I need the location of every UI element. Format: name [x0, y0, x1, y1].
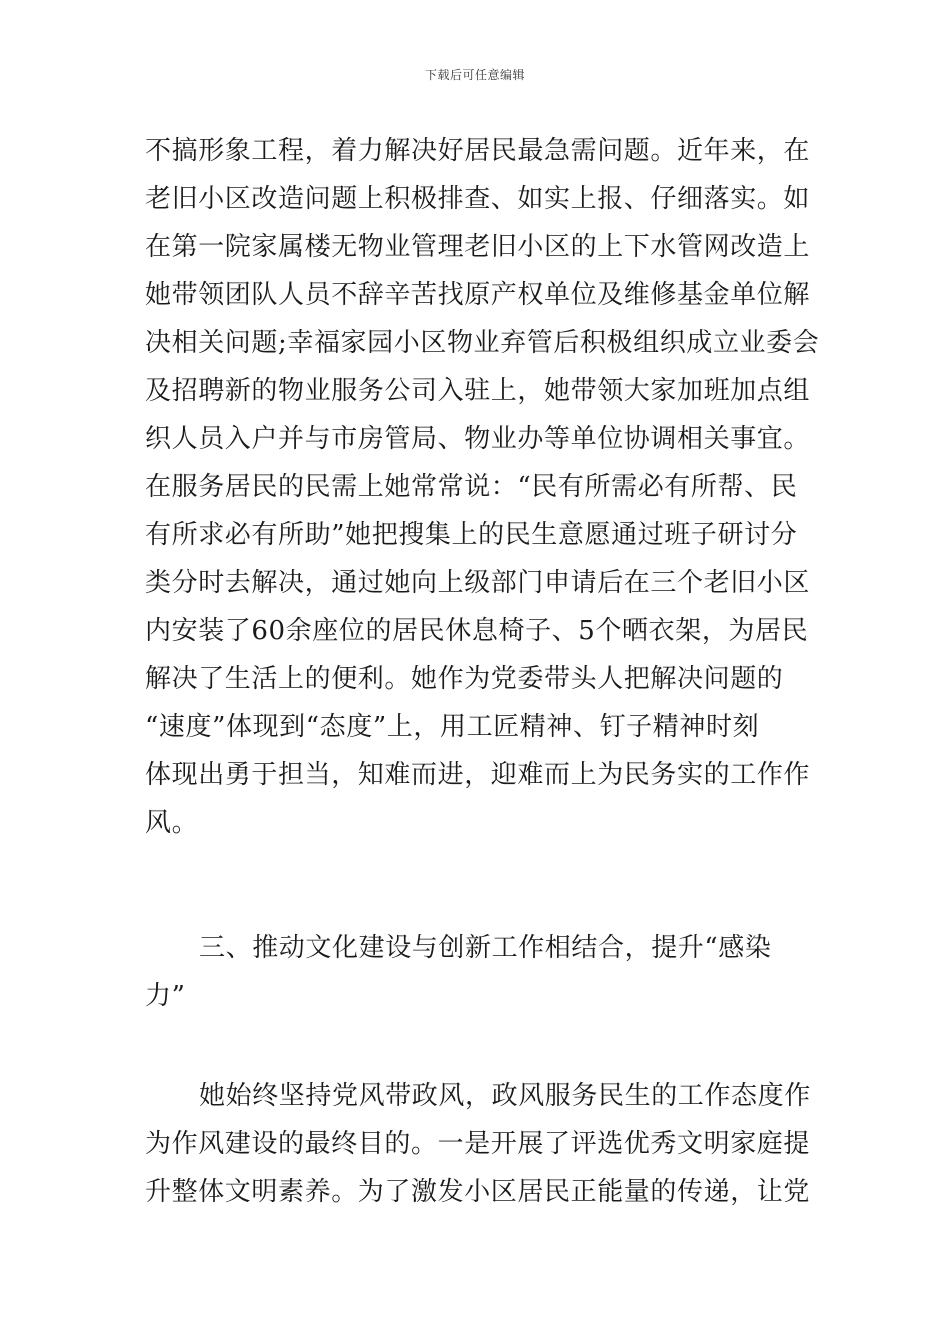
- heading-line: 三、推动文化建设与创新工作相结合，提升“感染: [199, 933, 772, 963]
- text-line: 决相关问题;幸福家园小区物业弃管后积极组织成立业委会: [145, 328, 820, 358]
- page-header-note: 下载后可任意编辑: [424, 68, 525, 82]
- text-line: 为作风建设的最终目的。一是开展了评选优秀文明家庭提: [145, 1129, 811, 1159]
- paragraph-3: [145, 1072, 810, 1216]
- text-line: 她始终坚持党风带政风，政风服务民生的工作态度作: [199, 1081, 811, 1111]
- section-heading: [145, 924, 810, 1020]
- text-line: 风。: [145, 808, 199, 838]
- text-line: 织人员入户并与市房管局、物业办等单位协调相关事宜。: [145, 424, 811, 454]
- text-line: 不搞形象工程，着力解决好居民最急需问题。近年来，在: [145, 136, 811, 166]
- text-line: 有所求必有所助”她把搜集上的民生意愿通过班子研讨分: [145, 520, 798, 550]
- paragraph-1: [145, 127, 820, 847]
- text-line: “速度”体现到“态度”上，用工匠精神、钉子精神时刻: [145, 712, 760, 742]
- text-line: 升整体文明素养。为了激发小区居民正能量的传递，让党: [145, 1177, 811, 1207]
- text-line: 内安装了60余座位的居民休息椅子、5个晒衣架，为居民: [145, 616, 809, 646]
- text-line: 及招聘新的物业服务公司入驻上，她带领大家加班加点组: [145, 376, 811, 406]
- heading-line: 力”: [145, 981, 186, 1011]
- text-line: 她带领团队人员不辞辛苦找原产权单位及维修基金单位解: [145, 280, 811, 310]
- text-line: 类分时去解决，通过她向上级部门申请后在三个老旧小区: [145, 568, 811, 598]
- text-line: 在第一院家属楼无物业管理老旧小区的上下水管网改造上: [145, 232, 811, 262]
- text-line: 老旧小区改造问题上积极排查、如实上报、仔细落实。如: [145, 184, 811, 214]
- text-line: 解决了生活上的便利。她作为党委带头人把解决问题的: [145, 664, 784, 694]
- text-line: 在服务居民的民需上她常常说：“民有所需必有所帮、民: [145, 472, 798, 502]
- text-line: 体现出勇于担当，知难而进，迎难而上为民务实的工作作: [145, 760, 811, 790]
